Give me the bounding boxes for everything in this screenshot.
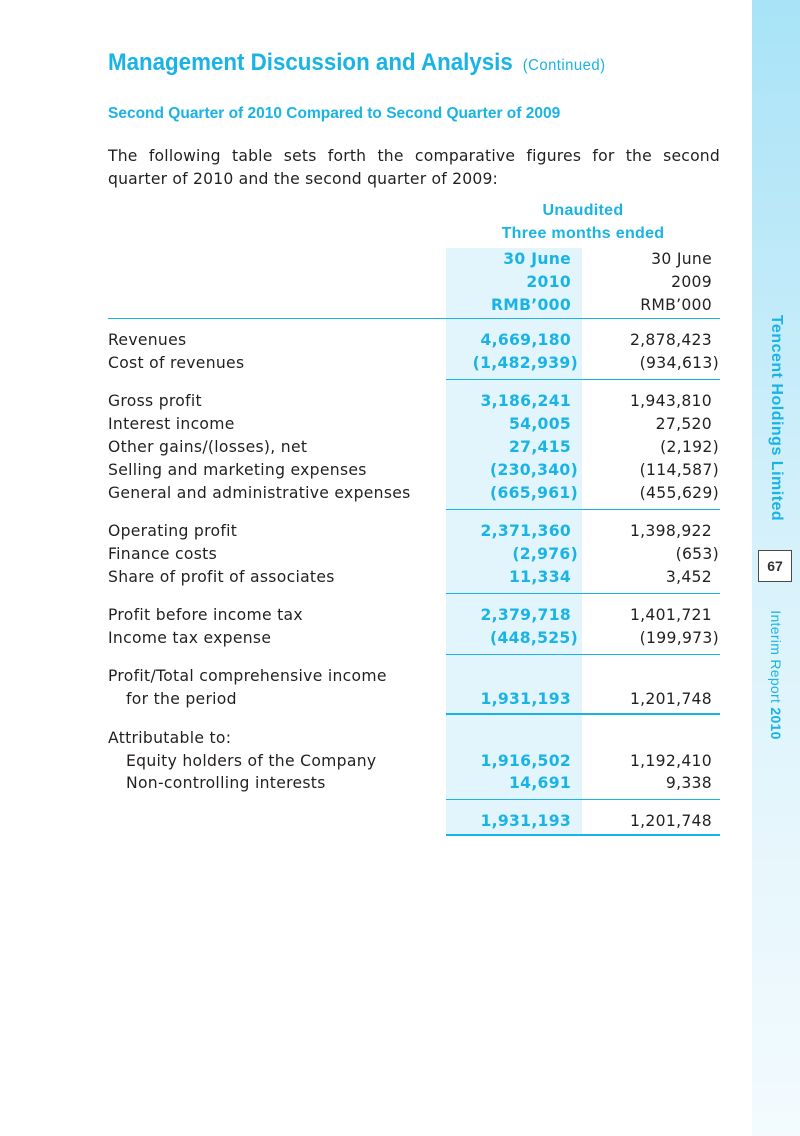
col-2010-unit: RMB’000 [491, 296, 571, 314]
row-label: Selling and marketing expenses [108, 461, 367, 479]
row-value-2009: 1,201,748 [629, 690, 712, 708]
subtotal-rule [446, 509, 720, 510]
row-label: Finance costs [108, 545, 217, 563]
row-value-2009: 1,943,810 [629, 392, 712, 410]
row-value-2009: 1,398,922 [629, 522, 712, 540]
row-label: Operating profit [108, 522, 238, 540]
row-label: Profit before income tax [108, 606, 303, 624]
row-value-2009: (114,587) [639, 461, 719, 479]
header-rule [108, 318, 720, 319]
header-unaudited: Unaudited [542, 202, 624, 219]
row-value-2009: 2,878,423 [629, 331, 712, 349]
row-label: Profit/Total comprehensive income [108, 667, 387, 685]
row-value-2009: 1,192,410 [629, 752, 712, 770]
row-label: General and administrative expenses [108, 484, 411, 502]
row-value-2010: 3,186,241 [480, 392, 571, 410]
row-value-2010: 4,669,180 [480, 331, 571, 349]
row-value-2010: 2,371,360 [480, 522, 571, 540]
report-year: 2010 [768, 707, 784, 740]
row-value-2010: (2,976) [512, 545, 578, 563]
intro-paragraph: The following table sets forth the comparative figures for the second quarter of 2010 and the second quarter of 2009: [108, 147, 720, 188]
col-2009-date: 30 June [651, 250, 712, 268]
row-value-2009: (653) [675, 545, 719, 563]
row-value-2009: 27,520 [655, 415, 712, 433]
row-label: Other gains/(losses), net [108, 438, 308, 456]
row-label: Revenues [108, 331, 187, 349]
row-label: Equity holders of the Company [126, 752, 377, 770]
row-value-2009: 3,452 [665, 568, 712, 586]
row-label: Gross profit [108, 392, 202, 410]
row-value-2010: (230,340) [490, 461, 578, 479]
row-value-2009: 1,401,721 [629, 606, 712, 624]
col-2009-unit: RMB’000 [640, 296, 712, 314]
total-rule [446, 713, 720, 715]
row-value-2010: (1,482,939) [472, 354, 578, 372]
page-number: 67 [758, 550, 792, 582]
row-label: Share of profit of associates [108, 568, 335, 586]
sidebar-report-label [768, 610, 784, 739]
subtotal-rule [446, 379, 720, 380]
row-value-2010: (448,525) [490, 629, 578, 647]
row-value-2010: 11,334 [509, 568, 571, 586]
row-label-continued: for the period [126, 690, 237, 708]
row-value-2010: 1,916,502 [480, 752, 571, 770]
total-value-2010: 1,931,193 [480, 812, 571, 830]
header-three-months-ended: Three months ended [501, 225, 665, 242]
row-value-2010: 14,691 [509, 774, 571, 792]
row-value-2010: (665,961) [490, 484, 578, 502]
col-2009-year: 2009 [671, 273, 712, 291]
row-value-2010: 2,379,718 [480, 606, 571, 624]
row-label: Interest income [108, 415, 235, 433]
col-2010-date: 30 June [503, 250, 571, 268]
sidebar-company-name: Tencent Holdings Limited [768, 314, 785, 522]
row-label: Income tax expense [108, 629, 272, 647]
row-value-2009: (2,192) [660, 438, 719, 456]
section-subtitle: Second Quarter of 2010 Compared to Second Quarter of 2009 [108, 105, 561, 122]
row-value-2010: 54,005 [509, 415, 571, 433]
total-rule [446, 834, 720, 836]
row-value-2009: (455,629) [639, 484, 719, 502]
row-value-2009: (934,613) [639, 354, 719, 372]
row-value-2010: 1,931,193 [480, 690, 571, 708]
page-title [108, 49, 606, 77]
row-label: Non-controlling interests [126, 774, 326, 792]
row-value-2009: 9,338 [665, 774, 712, 792]
subtotal-rule [446, 799, 720, 800]
row-label: Cost of revenues [108, 354, 245, 372]
subtotal-rule [446, 654, 720, 655]
report-label: Interim Report [768, 610, 784, 704]
page-title-suffix: (Continued) [522, 57, 606, 74]
total-value-2009: 1,201,748 [629, 812, 712, 830]
col-2010-year: 2010 [526, 273, 571, 291]
row-value-2010: 27,415 [509, 438, 571, 456]
row-value-2009: (199,973) [639, 629, 719, 647]
page-title-main: Management Discussion and Analysis [108, 49, 513, 76]
row-label: Attributable to: [108, 729, 232, 747]
subtotal-rule [446, 593, 720, 594]
